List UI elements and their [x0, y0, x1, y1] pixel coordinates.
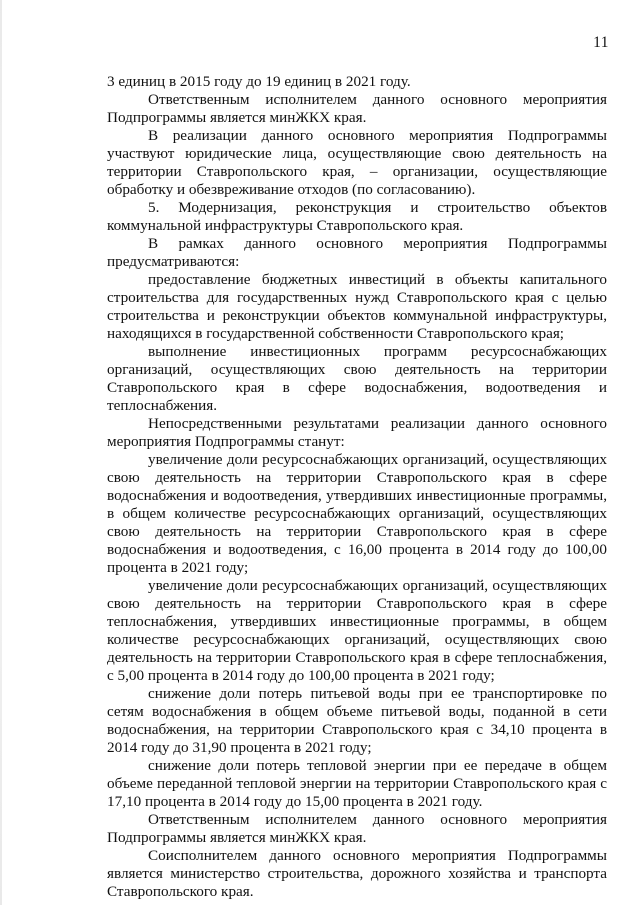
paragraph-participants: В реализации данного основного мероприятия Подпрограммы участвуют юридические лица, осуществляющие свою деятельность на территории Ставропольского края, – организации, осуществляющие обработку и обезвреживание отходов (по согласованию). [107, 127, 607, 198]
paragraph-responsible-executor-2: Ответственным исполнителем данного основного мероприятия Подпрограммы является минЖКХ края. [107, 811, 607, 846]
list-item-budget-investments: предоставление бюджетных инвестиций в объекты капитального строительства для государственных нужд Ставропольского края с целью строительства и реконструкции объектов коммунальной инфраструктуры, находящихся в государственной собственности Ставропольского края; [107, 271, 607, 342]
paragraph-continuation: 3 единиц в 2015 году до 19 единиц в 2021 году. [107, 73, 411, 90]
list-item-water-losses: снижение доли потерь питьевой воды при ее транспортировке по сетям водоснабжения в общем объеме питьевой воды, поданной в сети водоснабжения, на территории Ставропольского края с 34,10 процента в 2014 году до 31,90 процента в 2021 году; [107, 685, 607, 756]
list-item-heat-losses: снижение доли потерь тепловой энергии при ее передаче в общем объеме переданной тепловой энергии на территории Ставропольского края с 17,10 процента в 2014 году до 15,00 процента в 2021 году. [107, 757, 607, 810]
paragraph-responsible-executor: Ответственным исполнителем данного основного мероприятия Подпрограммы является минЖКХ края. [107, 91, 607, 126]
list-item-water-supply-share: увеличение доли ресурсоснабжающих организаций, осуществляющих свою деятельность на территории Ставропольского края в сфере водоснабжения и водоотведения, утвердивших инвестиционные программы, в общем количестве ресурсоснабжающих организаций, осуществляющих свою деятельность на территории Ставропольского края в сфере водоснабжения и водоотведения, с 16,00 процента в 2014 году до 100,00 процента в 2021 году; [107, 451, 607, 576]
section-heading-5: 5. Модернизация, реконструкция и строительство объектов коммунальной инфраструктуры Ставропольского края. [107, 199, 607, 234]
paragraph-co-executor: Соисполнителем данного основного мероприятия Подпрограммы является министерство строительства, дорожного хозяйства и транспорта Ставропольского края. [107, 847, 607, 900]
page-number: 11 [593, 34, 609, 51]
scan-edge [0, 0, 2, 905]
paragraph-provisions-intro: В рамках данного основного мероприятия Подпрограммы предусматриваются: [107, 235, 607, 270]
document-body [107, 73, 607, 901]
list-item-investment-programs: выполнение инвестиционных программ ресурсоснабжающих организаций, осуществляющих свою деятельность на территории Ставропольского края в сфере водоснабжения, водоотведения и теплоснабжения. [107, 343, 607, 414]
paragraph-results-intro: Непосредственными результатами реализации данного основного мероприятия Подпрограммы станут: [107, 415, 607, 450]
list-item-heat-supply-share: увеличение доли ресурсоснабжающих организаций, осуществляющих свою деятельность на территории Ставропольского края в сфере теплоснабжения, утвердивших инвестиционные программы, в общем количестве ресурсоснабжающих организаций, осуществляющих свою деятельность на территории Ставропольского края в сфере теплоснабжения, с 5,00 процента в 2014 году до 100,00 процента в 2021 году; [107, 577, 607, 684]
